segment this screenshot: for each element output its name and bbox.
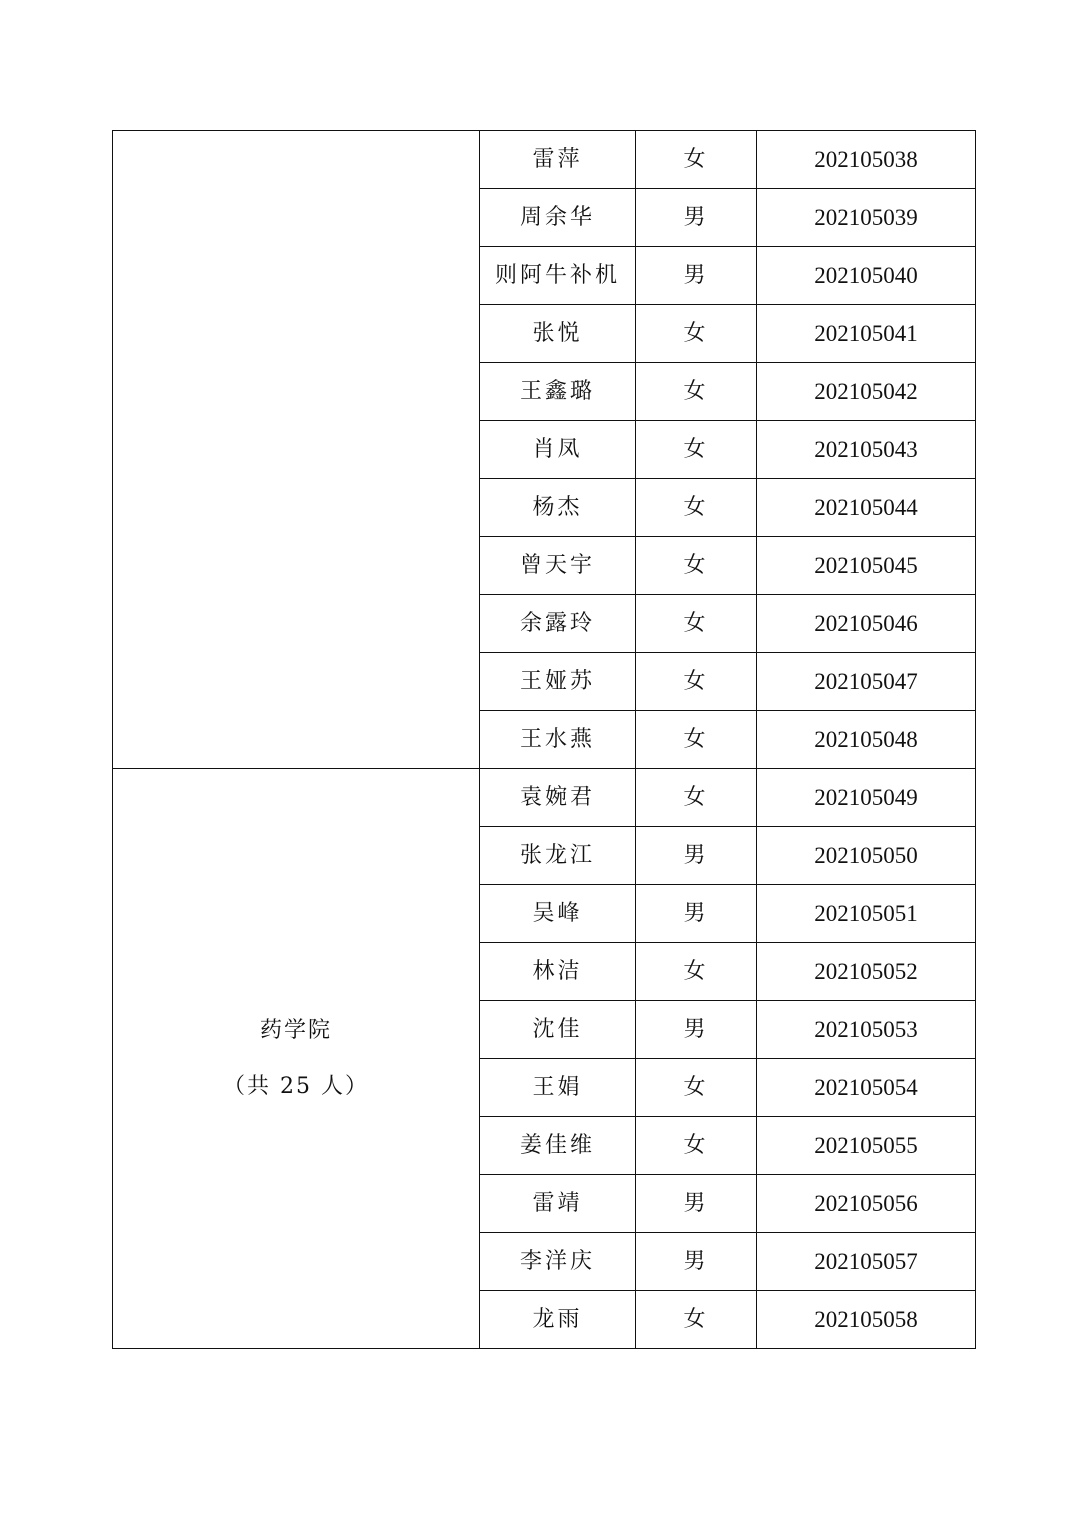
department-cell xyxy=(113,131,480,769)
student-gender-cell: 女 xyxy=(636,1291,757,1349)
department-count: （共 25 人） xyxy=(223,1073,369,1099)
student-name-cell: 王鑫璐 xyxy=(480,363,636,421)
student-name-cell: 龙雨 xyxy=(480,1291,636,1349)
student-gender-cell: 女 xyxy=(636,1117,757,1175)
student-id-cell: 202105052 xyxy=(757,943,976,1001)
student-gender-cell: 女 xyxy=(636,421,757,479)
student-gender-cell: 男 xyxy=(636,1175,757,1233)
student-id-cell: 202105039 xyxy=(757,189,976,247)
student-gender-cell: 男 xyxy=(636,1233,757,1291)
table-row xyxy=(113,131,976,189)
student-gender-cell: 女 xyxy=(636,363,757,421)
student-name-cell: 杨杰 xyxy=(480,479,636,537)
student-gender-cell: 女 xyxy=(636,305,757,363)
student-name-cell: 吴峰 xyxy=(480,885,636,943)
student-id-cell: 202105055 xyxy=(757,1117,976,1175)
student-gender-cell: 女 xyxy=(636,595,757,653)
student-name-cell: 林洁 xyxy=(480,943,636,1001)
student-name-cell: 雷靖 xyxy=(480,1175,636,1233)
student-name-cell: 沈佳 xyxy=(480,1001,636,1059)
student-id-cell: 202105041 xyxy=(757,305,976,363)
table-row xyxy=(113,769,976,827)
student-name-cell: 雷萍 xyxy=(480,131,636,189)
department-name: 药学院 xyxy=(259,1017,332,1043)
student-gender-cell: 女 xyxy=(636,1059,757,1117)
student-id-cell: 202105049 xyxy=(757,769,976,827)
student-name-cell: 王水燕 xyxy=(480,711,636,769)
student-gender-cell: 男 xyxy=(636,247,757,305)
student-id-cell: 202105054 xyxy=(757,1059,976,1117)
student-id-cell: 202105051 xyxy=(757,885,976,943)
student-id-cell: 202105046 xyxy=(757,595,976,653)
student-id-cell: 202105042 xyxy=(757,363,976,421)
student-id-cell: 202105038 xyxy=(757,131,976,189)
student-gender-cell: 女 xyxy=(636,479,757,537)
student-id-cell: 202105050 xyxy=(757,827,976,885)
student-id-cell: 202105040 xyxy=(757,247,976,305)
student-id-cell: 202105044 xyxy=(757,479,976,537)
student-name-cell: 王娅苏 xyxy=(480,653,636,711)
student-gender-cell: 男 xyxy=(636,885,757,943)
student-gender-cell: 男 xyxy=(636,189,757,247)
student-name-cell: 肖凤 xyxy=(480,421,636,479)
student-name-cell: 周余华 xyxy=(480,189,636,247)
student-id-cell: 202105048 xyxy=(757,711,976,769)
student-id-cell: 202105058 xyxy=(757,1291,976,1349)
department-cell xyxy=(113,769,480,1349)
student-gender-cell: 男 xyxy=(636,827,757,885)
student-name-cell: 王娟 xyxy=(480,1059,636,1117)
student-id-cell: 202105047 xyxy=(757,653,976,711)
student-id-cell: 202105056 xyxy=(757,1175,976,1233)
student-name-cell: 姜佳维 xyxy=(480,1117,636,1175)
student-id-cell: 202105057 xyxy=(757,1233,976,1291)
student-id-cell: 202105045 xyxy=(757,537,976,595)
student-id-cell: 202105053 xyxy=(757,1001,976,1059)
student-name-cell: 袁婉君 xyxy=(480,769,636,827)
student-name-cell: 余露玲 xyxy=(480,595,636,653)
student-roster-table xyxy=(112,130,976,1349)
student-name-cell: 则阿牛补机 xyxy=(480,247,636,305)
student-name-cell: 张悦 xyxy=(480,305,636,363)
student-gender-cell: 女 xyxy=(636,711,757,769)
student-gender-cell: 女 xyxy=(636,769,757,827)
student-name-cell: 曾天宇 xyxy=(480,537,636,595)
student-name-cell: 李洋庆 xyxy=(480,1233,636,1291)
student-gender-cell: 男 xyxy=(636,1001,757,1059)
student-gender-cell: 女 xyxy=(636,131,757,189)
student-gender-cell: 女 xyxy=(636,537,757,595)
roster-body xyxy=(113,131,976,1349)
student-name-cell: 张龙江 xyxy=(480,827,636,885)
student-gender-cell: 女 xyxy=(636,943,757,1001)
student-id-cell: 202105043 xyxy=(757,421,976,479)
student-gender-cell: 女 xyxy=(636,653,757,711)
